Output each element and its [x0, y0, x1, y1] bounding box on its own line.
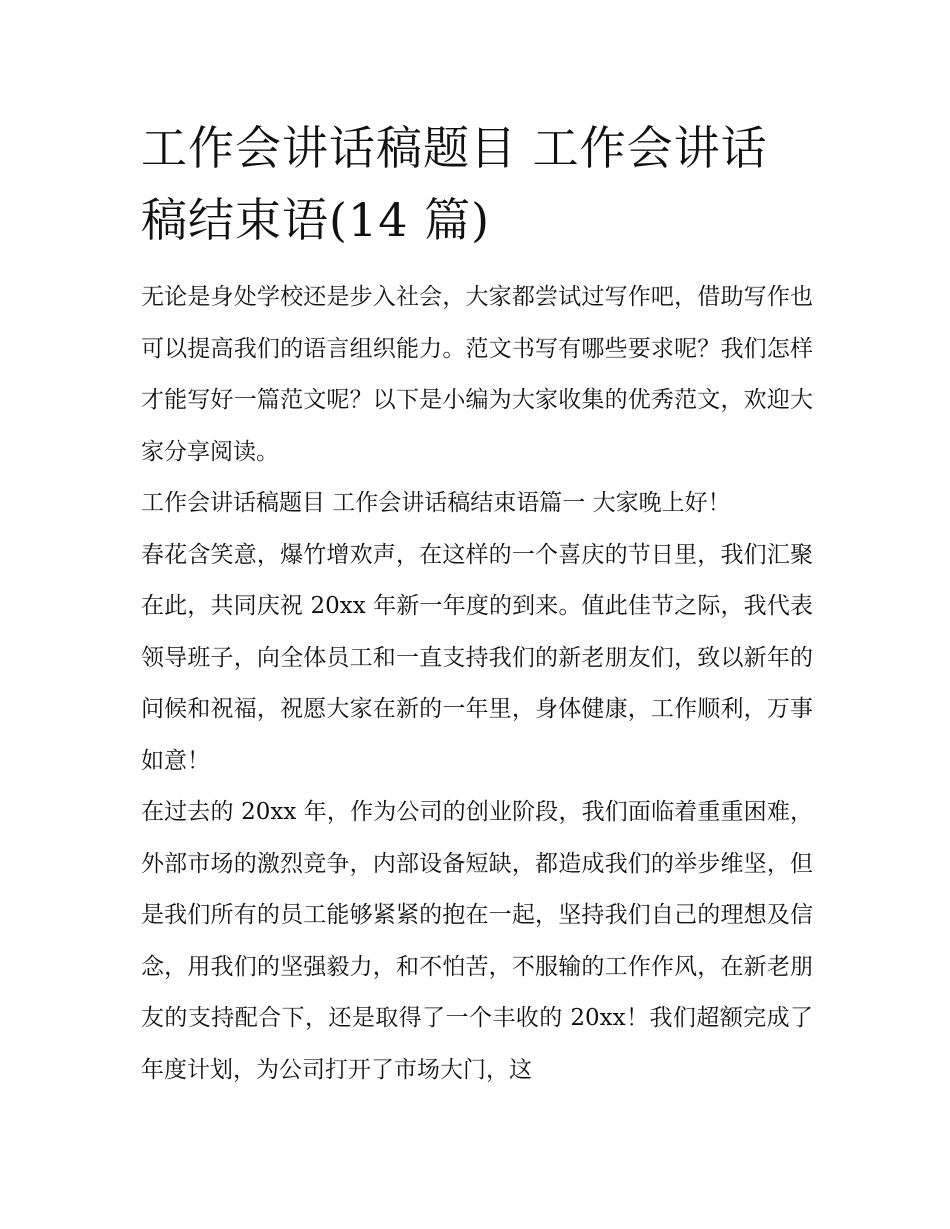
- paragraph-new-year: 春花含笑意，爆竹增欢声，在这样的一个喜庆的节日里，我们汇聚在此，共同庆祝 20xx 年新一年度的到来。值此佳节之际，我代表领导班子，向全体员工和一直支持我们的新老朋友们，致以新年的问候和祝福，祝愿大家在新的一年里，身体健康，工作顺利，万事如意！: [141, 541, 813, 774]
- document-body: [141, 272, 813, 1096]
- document-page: [141, 112, 813, 1096]
- document-title: 工作会讲话稿题目 工作会讲话稿结束语(14 篇): [141, 121, 768, 247]
- paragraph-past-year: 在过去的 20xx 年，作为公司的创业阶段，我们面临着重重困难，外部市场的激烈竞争，内部设备短缺，都造成我们的举步维坚，但是我们所有的员工能够紧紧的抱在一起，坚持我们自己的理想及信念，用我们的坚强毅力，和不怕苦，不服输的工作作风，在新老朋友的支持配合下，还是取得了一个丰收的 20xx！我们超额完成了年度计划，为公司打开了市场大门，这: [141, 799, 813, 1083]
- paragraph-section-heading: 工作会讲话稿题目 工作会讲话稿结束语篇一 大家晚上好！: [141, 490, 731, 516]
- paragraph-intro: 无论是身处学校还是步入社会，大家都尝试过写作吧，借助写作也可以提高我们的语言组织能力。范文书写有哪些要求呢？我们怎样才能写好一篇范文呢？以下是小编为大家收集的优秀范文，欢迎大家分享阅读。: [141, 284, 813, 465]
